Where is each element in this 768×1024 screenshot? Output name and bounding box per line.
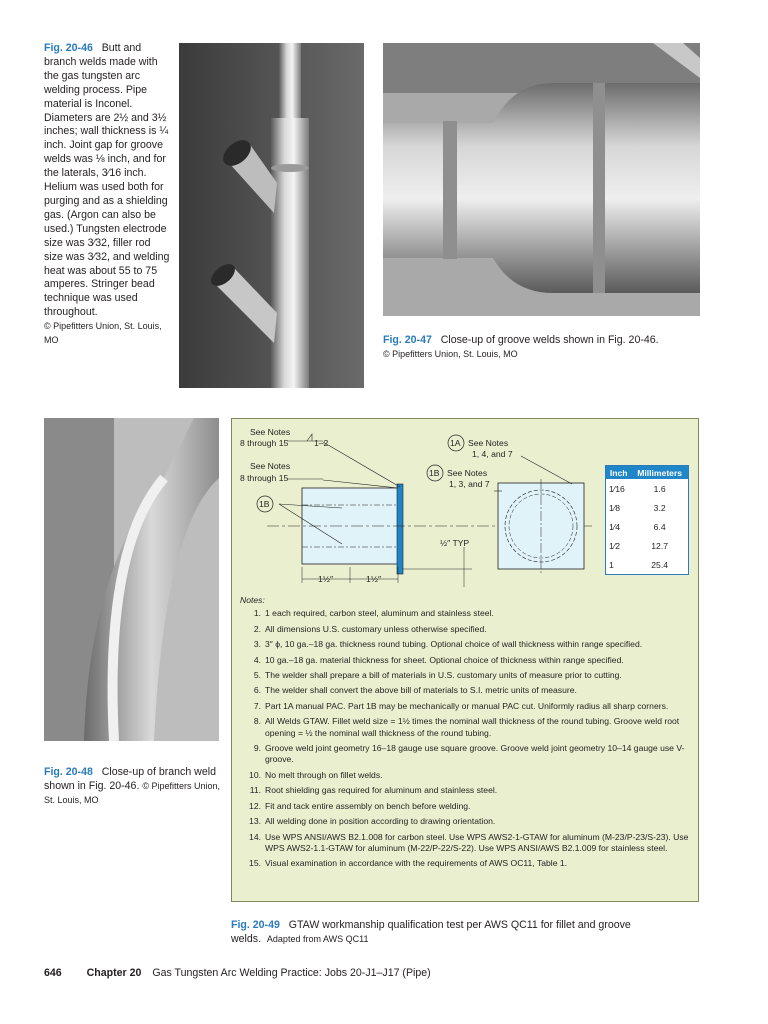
list-item (240, 701, 692, 712)
note-number: 15. (249, 858, 261, 869)
note-number: 5. (253, 670, 261, 681)
list-item (240, 639, 692, 650)
note-number: 7. (253, 700, 261, 711)
note-text: 10 ga.–18 ga. material thickness for sheet. Optional choice of thickness within range specified. (265, 654, 624, 665)
note-text: All dimensions U.S. customary unless otherwise specified. (265, 623, 487, 634)
note-text: 1 each required, carbon steel, aluminum and stainless steel. (265, 608, 494, 619)
part-1a-plate (397, 484, 403, 574)
fig-20-46-photo-art (179, 43, 364, 388)
dimension-2: 1½″ (366, 574, 381, 584)
note-number: 8. (253, 716, 261, 727)
notes-title: Notes: (240, 595, 265, 605)
fig-20-48-photo-art (44, 418, 219, 741)
callout-1b-left: 1B (259, 499, 270, 509)
list-item (240, 624, 692, 635)
fig-20-48-caption (44, 766, 224, 808)
note-ref-2b: 8 through 15 (240, 473, 289, 483)
inch-cell: 1⁄16 (609, 483, 625, 494)
note-number: 9. (253, 743, 261, 754)
note-ref-4b: 1, 3, and 7 (449, 479, 490, 489)
page-number: 646 (44, 967, 62, 979)
note-text: Groove weld joint geometry 16–18 gauge use square groove. Groove weld joint geometry 10–14 gauge use V-groove. (265, 743, 685, 765)
mm-cell: 25.4 (651, 559, 669, 570)
note-ref-1: See Notes (250, 427, 291, 437)
note-text: Use WPS ANSI/AWS B2.1.008 for carbon steel. Use WPS AWS2-1-GTAW for aluminum (M-23/P-23/S-23). Use WPS AWS2-1.1-GTAW for aluminum (M-22/P-22/S-22). Use WPS ANSI/AWS B2.1.009 for stainless steel. (265, 831, 689, 853)
page-footer (44, 967, 431, 979)
mm-cell: 3.2 (653, 502, 666, 513)
note-number: 6. (253, 685, 261, 696)
list-item (240, 655, 692, 666)
table-row (606, 517, 689, 536)
note-number: 3. (253, 639, 261, 650)
table-row (606, 555, 689, 575)
list-item (240, 832, 692, 855)
fig-20-48-photo (44, 418, 219, 741)
inch-cell: 1 (609, 559, 614, 570)
leader-line (323, 442, 400, 487)
fig-20-47-photo-art (383, 43, 700, 316)
chapter-label: Chapter 20 (86, 967, 142, 979)
list-item (240, 801, 692, 812)
list-item (240, 743, 692, 766)
conversion-table-header (606, 466, 689, 480)
table-row (606, 479, 689, 498)
note-ref-1b: 8 through 15 (240, 438, 289, 448)
note-number: 13. (249, 816, 261, 827)
note-number: 1. (253, 608, 261, 619)
fig-20-48-text: Close-up of branch weld shown in Fig. 20-46. (44, 766, 216, 792)
note-number: 14. (249, 831, 261, 842)
fig-20-49-text: GTAW workmanship qualification test per AWS QC11 for fillet and groove welds. (231, 919, 631, 945)
note-number: 11. (249, 785, 261, 796)
list-item (240, 608, 692, 619)
note-number: 12. (249, 800, 261, 811)
note-text: The welder shall convert the above bill of materials to S.I. metric units of measure. (265, 685, 577, 696)
table-row (606, 536, 689, 555)
note-ref-3: See Notes (468, 438, 509, 448)
note-text: Root shielding gas required for aluminum and stainless steel. (265, 785, 498, 796)
note-number: 4. (253, 654, 261, 665)
note-number: 10. (249, 769, 261, 780)
list-item (240, 785, 692, 796)
fig-20-49-label: Fig. 20-49 (231, 919, 280, 931)
callout-1a: 1A (450, 438, 461, 448)
inch-cell: 1⁄8 (609, 502, 620, 513)
fig-20-46-label: Fig. 20-46 (44, 42, 93, 54)
fillet-weld-symbol (307, 434, 312, 441)
notes-list (240, 608, 692, 869)
fig-20-46-text: Butt and branch welds made with the gas tungsten arc welding process. Pipe material is Inconel. Diameters are 2½ and 3½ inches; wall thickness is ¼ inch. Joint gap for groove welds was ⅛ inch, and for the laterals, 3⁄16 inch. Helium was used both for purging and as a shielding gas. (Argon can also be used.) Tungsten electrode size was 3⁄32, filler rod size was 3⁄32, and welding heat was about 55 to 75 amperes. Stringer bead technique was used throughout. (44, 42, 170, 319)
callout-1b: 1B (429, 468, 440, 478)
note-ref-4: See Notes (447, 468, 488, 478)
list-item (240, 770, 692, 781)
note-text: All Welds GTAW. Fillet weld size = 1½ times the nominal wall thickness of the round tubing. Groove weld root opening = ½ the nominal wall thickness of the round tubing. (265, 716, 680, 738)
fig-20-47-label: Fig. 20-47 (383, 334, 432, 346)
note-text: 3″ ϕ, 10 ga.–18 ga. thickness round tubing. Optional choice of wall thickness within range specified. (265, 639, 643, 650)
inch-cell: 1⁄2 (609, 540, 620, 551)
dimension-1: 1½″ (318, 574, 333, 584)
table-row (606, 498, 689, 517)
chapter-title: Gas Tungsten Arc Welding Practice: Jobs 20-J1–J17 (Pipe) (152, 967, 431, 979)
typ-label: ½″ TYP (440, 538, 470, 548)
list-item (240, 816, 692, 827)
fig-20-47-credit: © Pipefitters Union, St. Louis, MO (383, 348, 518, 359)
list-item (240, 670, 692, 681)
column-header-inch: Inch (606, 466, 632, 480)
fig-20-47-caption (383, 334, 703, 362)
fig-20-46-photo (179, 43, 364, 388)
leader-line (521, 456, 572, 484)
note-text: Visual examination in accordance with the requirements of AWS OC11, Table 1. (265, 858, 568, 869)
note-text: All welding done in position according to drawing orientation. (265, 816, 496, 827)
mm-cell: 6.4 (653, 521, 666, 532)
note-text: No melt through on fillet welds. (265, 769, 383, 780)
mm-cell: 1.6 (653, 483, 666, 494)
fig-20-48-credit: © Pipefitters Union, St. Louis, MO (44, 780, 221, 805)
leader-line (323, 480, 398, 488)
note-number: 2. (253, 623, 261, 634)
column-header-mm: Millimeters (631, 466, 688, 480)
fig-20-46-caption (44, 42, 170, 348)
conversion-table (605, 465, 689, 575)
fig-20-47-text: Close-up of groove welds shown in Fig. 20-46. (440, 334, 659, 346)
note-ref-3b: 1, 4, and 7 (472, 449, 513, 459)
fig-20-48-label: Fig. 20-48 (44, 766, 93, 778)
note-text: Part 1A manual PAC. Part 1B may be mechanically or manual PAC cut. Uniformly radius all sharp corners. (265, 700, 669, 711)
note-text: Fit and tack entire assembly on bench before welding. (265, 800, 471, 811)
inch-cell: 1⁄4 (609, 521, 620, 532)
fig-20-49-credit: Adapted from AWS QC11 (266, 933, 369, 944)
list-item (240, 685, 692, 696)
fig-20-49-caption (231, 919, 651, 947)
fig-20-46-credit: © Pipefitters Union, St. Louis, MO (44, 321, 162, 346)
list-item (240, 858, 692, 869)
mm-cell: 12.7 (651, 540, 669, 551)
fig-20-49-panel (231, 418, 699, 902)
list-item (240, 716, 692, 739)
note-text: The welder shall prepare a bill of materials in U.S. customary units of measure prior to cutting. (265, 670, 622, 681)
notes-section (240, 595, 692, 874)
note-ref-2: See Notes (250, 461, 291, 471)
fig-20-47-photo (383, 43, 700, 316)
weld-symbol-text: 1–2 (314, 438, 329, 448)
